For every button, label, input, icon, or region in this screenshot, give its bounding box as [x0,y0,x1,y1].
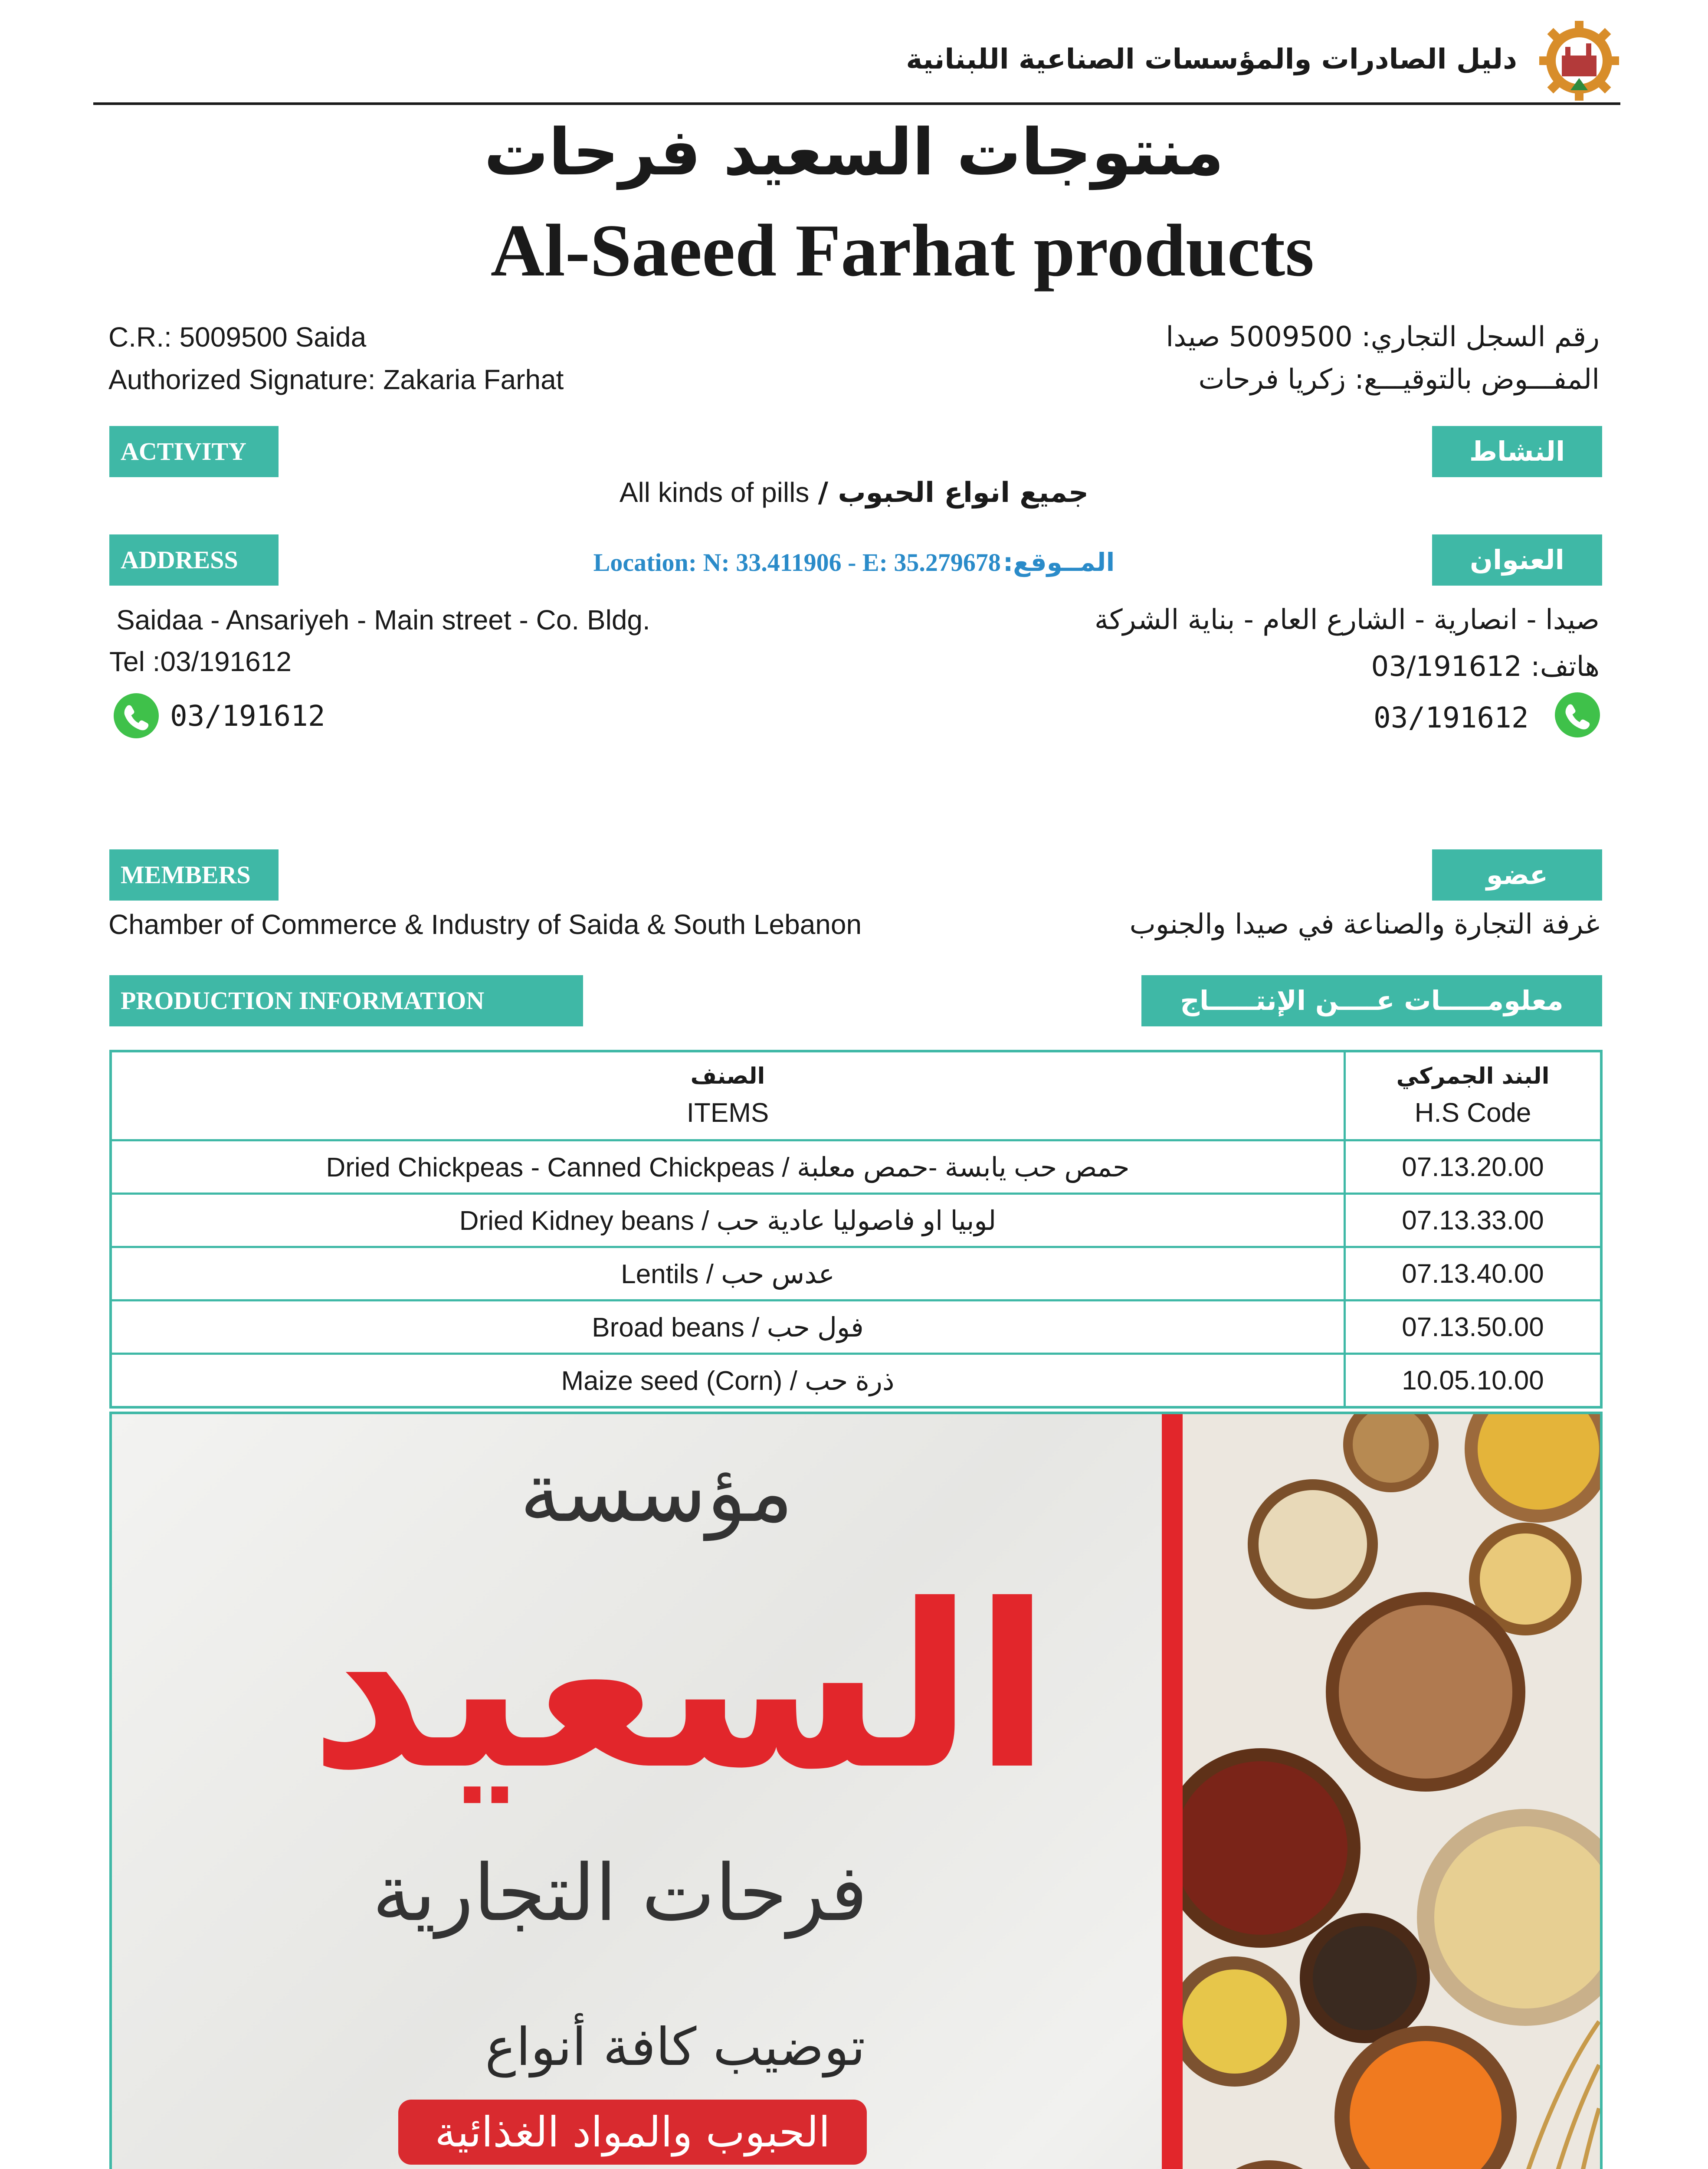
address-label-en: ADDRESS [109,534,279,586]
members-arabic: غرفة التجارة والصناعة في صيدا والجنوب [1129,908,1600,940]
table-header-row [111,1051,1601,1140]
banner-red-stripe [1162,1414,1183,2169]
location-line [0,547,1708,577]
whatsapp-number-en: 03/191612 [170,699,325,733]
code-cell: 07.13.20.00 [1345,1140,1602,1194]
code-header-ar: البند الجمركي [1396,1063,1550,1089]
activity-label-ar: النشاط [1432,426,1602,477]
code-cell: 07.13.33.00 [1345,1194,1602,1247]
whatsapp-icon [1555,692,1600,737]
production-label-en: PRODUCTION INFORMATION [109,975,583,1026]
whatsapp-icon [114,693,159,738]
banner-pill: الحبوب والمواد الغذائية [398,2100,867,2165]
items-header [111,1051,1345,1140]
table-row [111,1194,1601,1247]
items-header-ar: الصنف [690,1063,765,1089]
item-cell: Maize seed (Corn) / ذرة حب [111,1354,1345,1408]
members-label-en: MEMBERS [109,849,279,901]
page-title-arabic: منتوجات السعيد فرحات [484,115,1224,190]
whatsapp-number-ar: 03/191612 [1374,701,1529,734]
gear-factory-cedar-logo-icon [1536,17,1623,104]
code-header [1345,1051,1602,1140]
header-rule [93,102,1620,105]
activity-text-en: All kinds of pills [619,477,810,508]
members-english: Chamber of Commerce & Industry of Saida & South Lebanon [108,909,862,940]
table-row [111,1354,1601,1408]
page-title-english: Al-Saeed Farhat products [490,210,1315,292]
tel-english: Tel :03/191612 [109,646,292,677]
code-header-en: H.S Code [1414,1098,1531,1128]
code-cell: 07.13.40.00 [1345,1247,1602,1301]
header-guide-title: دليل الصادرات والمؤسسات الصناعية اللبنانية [906,43,1517,75]
production-label-ar: معلومـــــات عــــن الإنتـــــاج [1141,975,1602,1026]
address-label-ar: العنوان [1432,534,1602,586]
banner-line3: توضيب كافة أنواع [485,2017,865,2077]
cr-arabic: رقم السجل التجاري: 5009500 صيدا [1166,321,1600,353]
item-cell: Lentils / عدس حب [111,1247,1345,1301]
table-row [111,1247,1601,1301]
cr-english: C.R.: 5009500 Saida [108,321,367,353]
members-label-ar: عضو [1432,849,1602,901]
item-cell: Broad beans / فول حب [111,1301,1345,1354]
banner-brand: السعيد [309,1556,1051,1819]
item-cell: Dried Kidney beans / لوبيا او فاصوليا عادية حب [111,1194,1345,1247]
signature-arabic: المفـــوض بالتوقيـــع: زكريا فرحات [1198,364,1600,396]
grain-bowls-image [1183,1414,1600,2169]
banner-line1: مؤسسة [520,1445,793,1540]
company-banner [109,1412,1603,2169]
table-row [111,1301,1601,1354]
activity-text [0,476,1708,509]
item-cell: Dried Chickpeas - Canned Chickpeas / حمص حب يابسة -حمص معلبة [111,1140,1345,1194]
items-header-en: ITEMS [686,1098,769,1128]
header-logo [1536,17,1623,104]
address-english: Saidaa - Ansariyeh - Main street - Co. Bldg. [116,604,650,636]
location-coordinates: Location: N: 33.411906 - E: 35.279678 [593,548,1001,577]
banner-line2: فرحات التجارية [372,1848,868,1939]
activity-label-en: ACTIVITY [109,426,279,477]
location-label-ar: المــوقع: [1003,547,1115,577]
table-row [111,1140,1601,1194]
tel-arabic: هاتف: 03/191612 [1371,651,1600,683]
activity-text-ar: جميع انواع الحبوب / [818,477,1089,509]
signature-english: Authorized Signature: Zakaria Farhat [108,364,564,395]
address-arabic: صيدا - انصارية - الشارع العام - بناية الشركة [1094,604,1600,636]
code-cell: 10.05.10.00 [1345,1354,1602,1408]
grains-photo [1183,1414,1600,2169]
hs-code-table [109,1050,1603,1409]
code-cell: 07.13.50.00 [1345,1301,1602,1354]
